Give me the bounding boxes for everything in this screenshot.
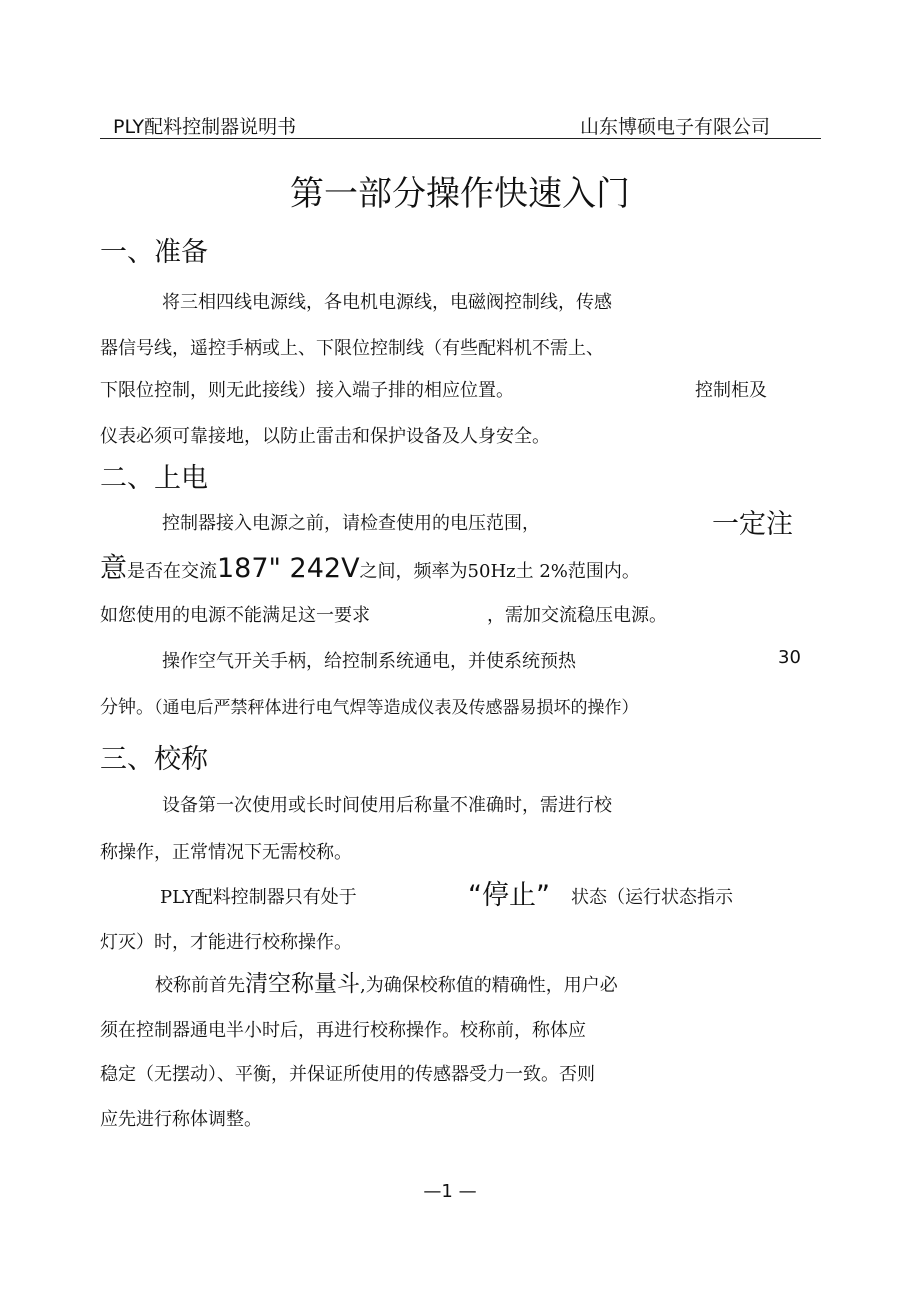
inline-text: ,为确保校称值的精确性，用户必 xyxy=(360,975,618,996)
section-heading-power: 二、上电 xyxy=(100,463,208,494)
paragraph-line: ，需加交流稳压电源。 xyxy=(487,605,667,626)
stop-status-text: “停止” xyxy=(468,880,550,911)
page-number: —1 — xyxy=(423,1181,477,1202)
paragraph-line: 状态（运行状态指示 xyxy=(571,887,733,908)
paragraph-line: 器信号线，遥控手柄或上、下限位控制线（有些配料机不需上、 xyxy=(100,338,604,359)
emphasis-text: 清空称量斗 xyxy=(245,971,360,997)
section-heading-prep: 一、准备 xyxy=(100,237,208,268)
preheat-minutes: 30 xyxy=(778,647,801,668)
voltage-range: 187" 242V xyxy=(217,553,360,584)
inline-text: 分钟。 xyxy=(100,697,154,718)
paragraph-line: 下限位控制，则无此接线）接入端子排的相应位置。 xyxy=(100,380,514,401)
header-rule xyxy=(100,138,821,139)
paragraph-line: 将三相四线电源线，各电机电源线，电磁阀控制线，传感 xyxy=(162,292,612,313)
emphasis-text: 意 xyxy=(100,553,127,584)
header-left: PLY配料控制器说明书 xyxy=(113,116,297,138)
paragraph-line: 控制柜及 xyxy=(695,380,767,401)
paragraph-line xyxy=(100,546,640,585)
paragraph-line: 控制器接入电源之前，请检查使用的电压范围， xyxy=(162,513,540,534)
paragraph-line: 仪表必须可靠接地，以防止雷击和保护设备及人身安全。 xyxy=(100,426,550,447)
paragraph-line: 称操作，正常情况下无需校称。 xyxy=(100,842,352,863)
paragraph-line: 稳定（无摆动）、平衡，并保证所使用的传感器受力一致。否则 xyxy=(100,1064,595,1085)
header-right: 山东博硕电子有限公司 xyxy=(580,116,771,138)
paragraph-line xyxy=(100,693,639,719)
inline-text: 之间，频率为50Hz土 2%范围内。 xyxy=(359,561,640,582)
paragraph-line: 如您使用的电源不能满足这一要求 xyxy=(100,605,370,626)
inline-text: 校称前首先 xyxy=(155,975,245,996)
paragraph-line: 操作空气开关手柄，给控制系统通电，并使系统预热 xyxy=(162,651,576,672)
emphasis-text: 一定注 xyxy=(712,509,793,540)
paragraph-line: 灯灭）时，才能进行校称操作。 xyxy=(100,932,352,953)
warning-text: （通电后严禁秤体进行电气焊等造成仪表及传感器易损坏的操作） xyxy=(154,698,639,718)
page-title: 第一部分操作快速入门 xyxy=(290,174,630,214)
paragraph-line: PLY配料控制器只有处于 xyxy=(160,887,357,908)
paragraph-line xyxy=(155,965,618,998)
paragraph-line: 应先进行称体调整。 xyxy=(100,1109,262,1130)
paragraph-line: 须在控制器通电半小时后，再进行校称操作。校称前，称体应 xyxy=(100,1020,586,1041)
inline-text: 是否在交流 xyxy=(127,561,217,582)
paragraph-line: 设备第一次使用或长时间使用后称量不准确时，需进行校 xyxy=(162,795,612,816)
section-heading-calib: 三、校称 xyxy=(100,744,208,775)
